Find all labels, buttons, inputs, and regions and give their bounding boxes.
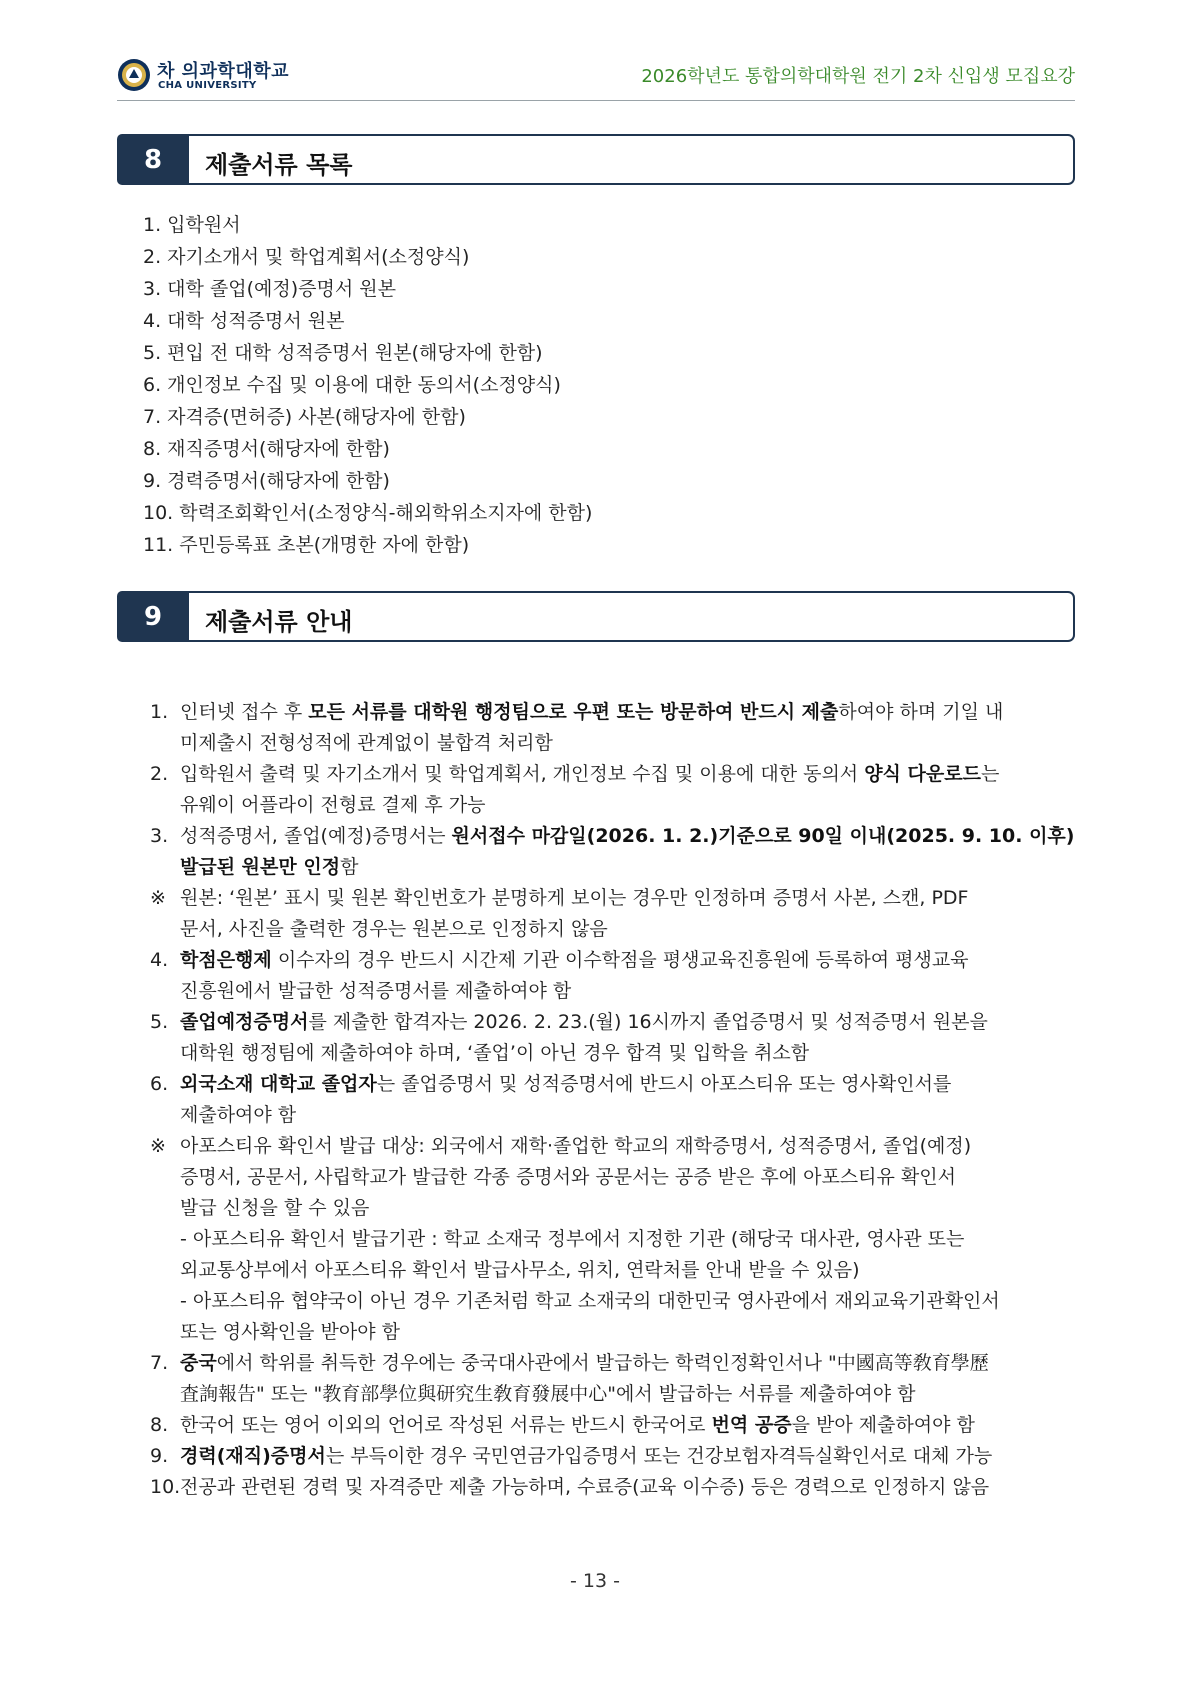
logo-korean-name: 차 의과학대학교 — [157, 61, 289, 82]
guide-item-line — [180, 1472, 1080, 1503]
body-text: 이수자의 경우 반드시 시간제 기관 이수학점을 평생교육진흥원에 등록하여 평생교육 — [271, 949, 969, 971]
guide-item — [150, 1007, 1080, 1069]
body-text: 인터넷 접수 후 — [180, 701, 309, 723]
guide-item-line — [180, 1100, 1080, 1131]
guide-item-line — [180, 728, 1080, 759]
guide-item-line — [180, 790, 1080, 821]
document-list-item: 4. 대학 성적증명서 원본 — [143, 310, 345, 332]
guide-item — [150, 1131, 1080, 1348]
body-text: 증명서, 공문서, 사립학교가 발급한 각종 증명서와 공문서는 공증 받은 후에 아포스티유 확인서 — [180, 1166, 956, 1188]
guide-item-line — [180, 1193, 1080, 1224]
guide-item-marker: 8. — [150, 1414, 169, 1436]
guide-item — [150, 1069, 1080, 1131]
guide-item-line — [180, 852, 1080, 883]
guide-item-line — [180, 1410, 1080, 1441]
guide-item-marker: 6. — [150, 1073, 169, 1095]
guide-list — [150, 697, 1080, 1503]
guide-item — [150, 1472, 1080, 1503]
document-list-item: 1. 입학원서 — [143, 214, 241, 236]
document-list-item: 10. 학력조회확인서(소정양식-해외학위소지자에 한함) — [143, 502, 593, 524]
guide-item — [150, 821, 1080, 883]
guide-item — [150, 759, 1080, 821]
section-title: 제출서류 목록 — [205, 151, 353, 179]
guide-item — [150, 1441, 1080, 1472]
document-list-item: 8. 재직증명서(해당자에 한함) — [143, 438, 390, 460]
body-text: 를 제출한 합격자는 2026. 2. 23.(월) 16시까지 졸업증명서 및 성적증명서 원본을 — [308, 1011, 988, 1033]
university-seal-icon — [117, 58, 151, 92]
body-text: 미제출시 전형성적에 관계없이 불합격 처리함 — [180, 732, 553, 754]
guide-item — [150, 1348, 1080, 1410]
body-text: - 아포스티유 협약국이 아닌 경우 기존처럼 학교 소재국의 대한민국 영사관에서 재외교육기관확인서 — [180, 1290, 1000, 1312]
section-title-box — [189, 591, 1075, 642]
body-text: 하여야 하며 기일 내 — [838, 701, 1004, 723]
guide-item-marker: 3. — [150, 825, 169, 847]
guide-item-line — [180, 1224, 1080, 1255]
guide-item-line — [180, 883, 1080, 914]
page-header — [117, 54, 1075, 101]
emphasis-text: 졸업예정증명서 — [180, 1011, 309, 1033]
body-text: 외교통상부에서 아포스티유 확인서 발급사무소, 위치, 연락처를 안내 받을 수 있음) — [180, 1259, 860, 1281]
section-title-box — [189, 134, 1075, 185]
guide-item-marker: 1. — [150, 701, 169, 723]
guide-item — [150, 945, 1080, 1007]
guide-item-line — [180, 914, 1080, 945]
body-text: 에서 학위를 취득한 경우에는 중국대사관에서 발급하는 학력인정확인서나 "中國高等敎育學歷 — [216, 1352, 989, 1374]
emphasis-text: 양식 다운로드 — [864, 763, 981, 785]
body-text: 査詢報告" 또는 "教育部學位與研究生敎育發展中心"에서 발급하는 서류를 제출하여야 함 — [180, 1383, 916, 1405]
logo-english-name: CHA UNIVERSITY — [158, 80, 257, 91]
body-text: 발급 신청을 할 수 있음 — [180, 1197, 370, 1219]
guide-item-marker: 2. — [150, 763, 169, 785]
guide-item-marker: 5. — [150, 1011, 169, 1033]
guide-item-line — [180, 1348, 1080, 1379]
document-list-item: 6. 개인정보 수집 및 이용에 대한 동의서(소정양식) — [143, 374, 561, 396]
guide-item-marker: 7. — [150, 1352, 169, 1374]
body-text: 함 — [340, 856, 359, 878]
guide-item-line — [180, 1441, 1080, 1472]
section-number: 8 — [117, 134, 189, 185]
emphasis-text: 발급된 원본만 인정 — [180, 856, 341, 878]
emphasis-text: 학점은행제 — [180, 949, 272, 971]
document-list-item: 9. 경력증명서(해당자에 한함) — [143, 470, 390, 492]
guide-item — [150, 697, 1080, 759]
document-list-item: 7. 자격증(면허증) 사본(해당자에 한함) — [143, 406, 466, 428]
document-list-item: 5. 편입 전 대학 성적증명서 원본(해당자에 한함) — [143, 342, 543, 364]
emphasis-text: 원서접수 마감일(2026. 1. 2.)기준으로 90일 이내(2025. 9. 10. 이후) — [451, 825, 1075, 847]
guide-item-line — [180, 1038, 1080, 1069]
guide-item — [150, 883, 1080, 945]
emphasis-text: 경력(재직)증명서 — [180, 1445, 326, 1467]
document-list — [143, 209, 592, 561]
guide-item-line — [180, 976, 1080, 1007]
document-title: 2026학년도 통합의학대학원 전기 2차 신입생 모집요강 — [641, 66, 1075, 87]
section-9-heading — [117, 591, 1075, 642]
body-text: 아포스티유 확인서 발급 대상: 외국에서 재학·졸업한 학교의 재학증명서, 성적증명서, 졸업(예정) — [180, 1135, 972, 1157]
body-text: 원본: ‘원본’ 표시 및 원본 확인번호가 분명하게 보이는 경우만 인정하며 증명서 사본, 스캔, PDF — [180, 887, 969, 909]
guide-item-line — [180, 697, 1080, 728]
guide-item-line — [180, 821, 1080, 852]
body-text: 는 — [980, 763, 1000, 785]
emphasis-text: 모든 서류를 대학원 행정팀으로 우편 또는 방문하여 반드시 제출 — [308, 701, 839, 723]
guide-item — [150, 1410, 1080, 1441]
guide-item-line — [180, 1069, 1080, 1100]
guide-item-marker: ※ — [150, 887, 166, 909]
guide-item-line — [180, 1131, 1080, 1162]
emphasis-text: 외국소재 대학교 졸업자 — [180, 1073, 377, 1095]
body-text: 한국어 또는 영어 이외의 언어로 작성된 서류는 반드시 한국어로 — [180, 1414, 712, 1436]
guide-item-line — [180, 1317, 1080, 1348]
guide-item-marker: 4. — [150, 949, 169, 971]
section-title: 제출서류 안내 — [205, 608, 353, 636]
guide-item-line — [180, 945, 1080, 976]
body-text: 는 졸업증명서 및 성적증명서에 반드시 아포스티유 또는 영사확인서를 — [376, 1073, 952, 1095]
section-8-heading — [117, 134, 1075, 185]
section-number: 9 — [117, 591, 189, 642]
body-text: 성적증명서, 졸업(예정)증명서는 — [180, 825, 452, 847]
body-text: 진흥원에서 발급한 성적증명서를 제출하여야 함 — [180, 980, 572, 1002]
document-list-item: 2. 자기소개서 및 학업계획서(소정양식) — [143, 246, 470, 268]
guide-item-line — [180, 759, 1080, 790]
body-text: 유웨이 어플라이 전형료 결제 후 가능 — [180, 794, 486, 816]
body-text: 또는 영사확인을 받아야 함 — [180, 1321, 401, 1343]
body-text: 대학원 행정팀에 제출하여야 하며, ‘졸업’이 아닌 경우 합격 및 입학을 취소함 — [180, 1042, 810, 1064]
body-text: 는 부득이한 경우 국민연금가입증명서 또는 건강보험자격득실확인서로 대체 가능 — [325, 1445, 993, 1467]
document-list-item: 3. 대학 졸업(예정)증명서 원본 — [143, 278, 396, 300]
guide-item-marker: 10. — [150, 1476, 181, 1498]
body-text: 제출하여야 함 — [180, 1104, 297, 1126]
body-text: 문서, 사진을 출력한 경우는 원본으로 인정하지 않음 — [180, 918, 608, 940]
emphasis-text: 번역 공증 — [711, 1414, 792, 1436]
emphasis-text: 중국 — [180, 1352, 217, 1374]
body-text: 을 받아 제출하여야 함 — [791, 1414, 975, 1436]
guide-item-line — [180, 1162, 1080, 1193]
body-text: 전공과 관련된 경력 및 자격증만 제출 가능하며, 수료증(교육 이수증) 등은 경력으로 인정하지 않음 — [180, 1476, 990, 1498]
page-number: - 13 - — [570, 1570, 620, 1592]
body-text: - 아포스티유 확인서 발급기관 : 학교 소재국 정부에서 지정한 기관 (해당국 대사관, 영사관 또는 — [180, 1228, 965, 1250]
guide-item-line — [180, 1379, 1080, 1410]
guide-item-line — [180, 1255, 1080, 1286]
guide-item-line — [180, 1007, 1080, 1038]
body-text: 입학원서 출력 및 자기소개서 및 학업계획서, 개인정보 수집 및 이용에 대한 동의서 — [180, 763, 865, 785]
guide-item-marker: 9. — [150, 1445, 169, 1467]
guide-item-line — [180, 1286, 1080, 1317]
document-list-item: 11. 주민등록표 초본(개명한 자에 한함) — [143, 534, 470, 556]
guide-item-marker: ※ — [150, 1135, 166, 1157]
